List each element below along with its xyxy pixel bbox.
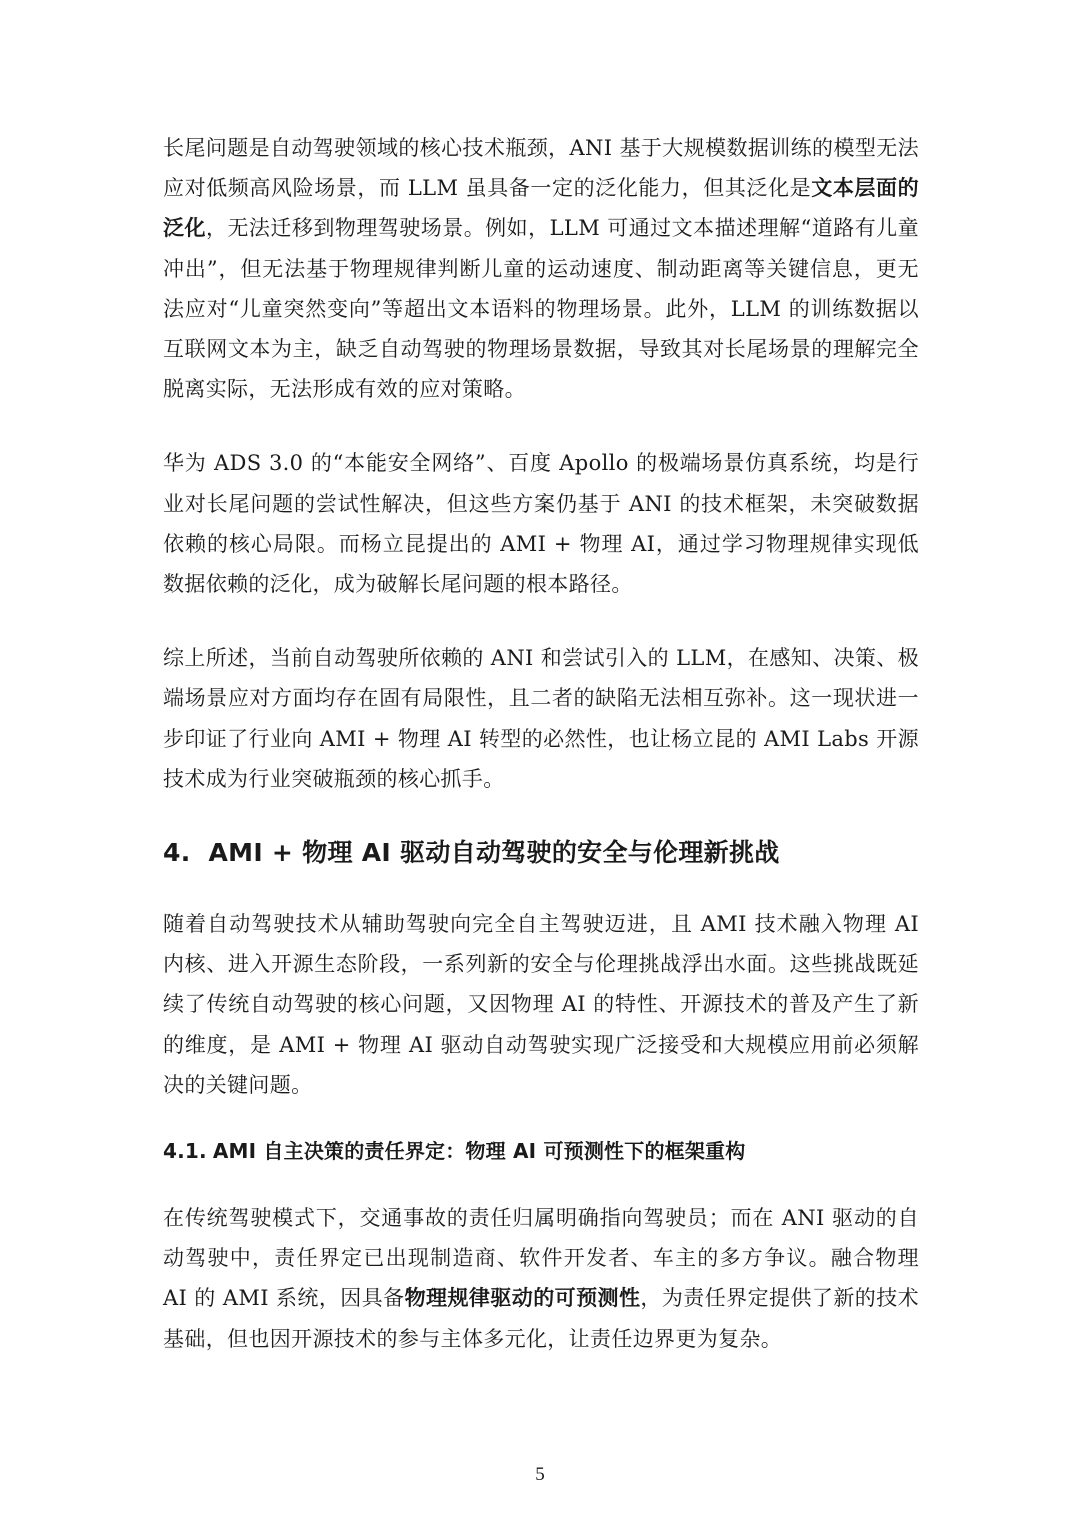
paragraph-text: ，无法迁移到物理驾驶场景。例如，LLM 可通过文本描述理解“道路有儿童冲出”，但无法基于物理规律判断儿童的运动速度、制动距离等关键信息，更无法应对“儿童突然变向”等超出文本语料的物理场景。此外，LLM 的训练数据以互联网文本为主，缺乏自动驾驶的物理场景数据，导致其对长尾场景的理解完全脱离实际，无法形成有效的应对策略。 xyxy=(163,216,919,402)
document-body xyxy=(163,128,919,1359)
paragraph-text: 综上所述，当前自动驾驶所依赖的 ANI 和尝试引入的 LLM，在感知、决策、极端场景应对方面均存在固有局限性，且二者的缺陷无法相互弥补。这一现状进一步印证了行业向 AMI + 物理 AI 转型的必然性，也让杨立昆的 AMI Labs 开源技术成为行业突破瓶颈的核心抓手。 xyxy=(163,646,919,791)
section-heading xyxy=(163,833,919,873)
page-number: 5 xyxy=(535,1464,545,1485)
bold-emphasis: 文本层面的泛化 xyxy=(163,175,919,241)
paragraph-responsibility xyxy=(163,1198,919,1359)
paragraph-long-tail xyxy=(163,128,919,409)
bold-emphasis: 物理规律驱动的可预测性 xyxy=(404,1285,641,1311)
subsection-title: AMI 自主决策的责任界定：物理 AI 可预测性下的框架重构 xyxy=(212,1139,746,1164)
paragraph-text: ，为责任界定提供了新的技术基础，但也因开源技术的参与主体多元化，让责任边界更为复杂。 xyxy=(163,1286,919,1351)
section-title: AMI + 物理 AI 驱动自动驾驶的安全与伦理新挑战 xyxy=(208,838,780,868)
paragraph-text: 长尾问题是自动驾驶领域的核心技术瓶颈，ANI 基于大规模数据训练的模型无法应对低频高风险场景，而 LLM 虽具备一定的泛化能力，但其泛化是 xyxy=(163,136,919,201)
subsection-number: 4.1. xyxy=(163,1139,207,1164)
paragraph-text: 在传统驾驶模式下，交通事故的责任归属明确指向驾驶员；而在 ANI 驱动的自动驾驶中，责任界定已出现制造商、软件开发者、车主的多方争议。融合物理 AI 的 AMI 系统，因具备 xyxy=(163,1206,919,1311)
section-number: 4. xyxy=(163,838,191,868)
paragraph-industry-attempts xyxy=(163,443,919,604)
paragraph-text: 随着自动驾驶技术从辅助驾驶向完全自主驾驶迈进，且 AMI 技术融入物理 AI 内核、进入开源生态阶段，一系列新的安全与伦理挑战浮出水面。这些挑战既延续了传统自动驾驶的核心问题，又因物理 AI 的特性、开源技术的普及产生了新的维度，是 AMI + 物理 AI 驱动自动驾驶实现广泛接受和大规模应用前必须解决的关键问题。 xyxy=(163,912,919,1097)
subsection-heading xyxy=(163,1132,919,1170)
paragraph-section-intro xyxy=(163,904,919,1105)
paragraph-summary xyxy=(163,638,919,799)
paragraph-text: 华为 ADS 3.0 的“本能安全网络”、百度 Apollo 的极端场景仿真系统，均是行业对长尾问题的尝试性解决，但这些方案仍基于 ANI 的技术框架，未突破数据依赖的核心局限。而杨立昆提出的 AMI + 物理 AI，通过学习物理规律实现低数据依赖的泛化，成为破解长尾问题的根本路径。 xyxy=(163,451,919,597)
